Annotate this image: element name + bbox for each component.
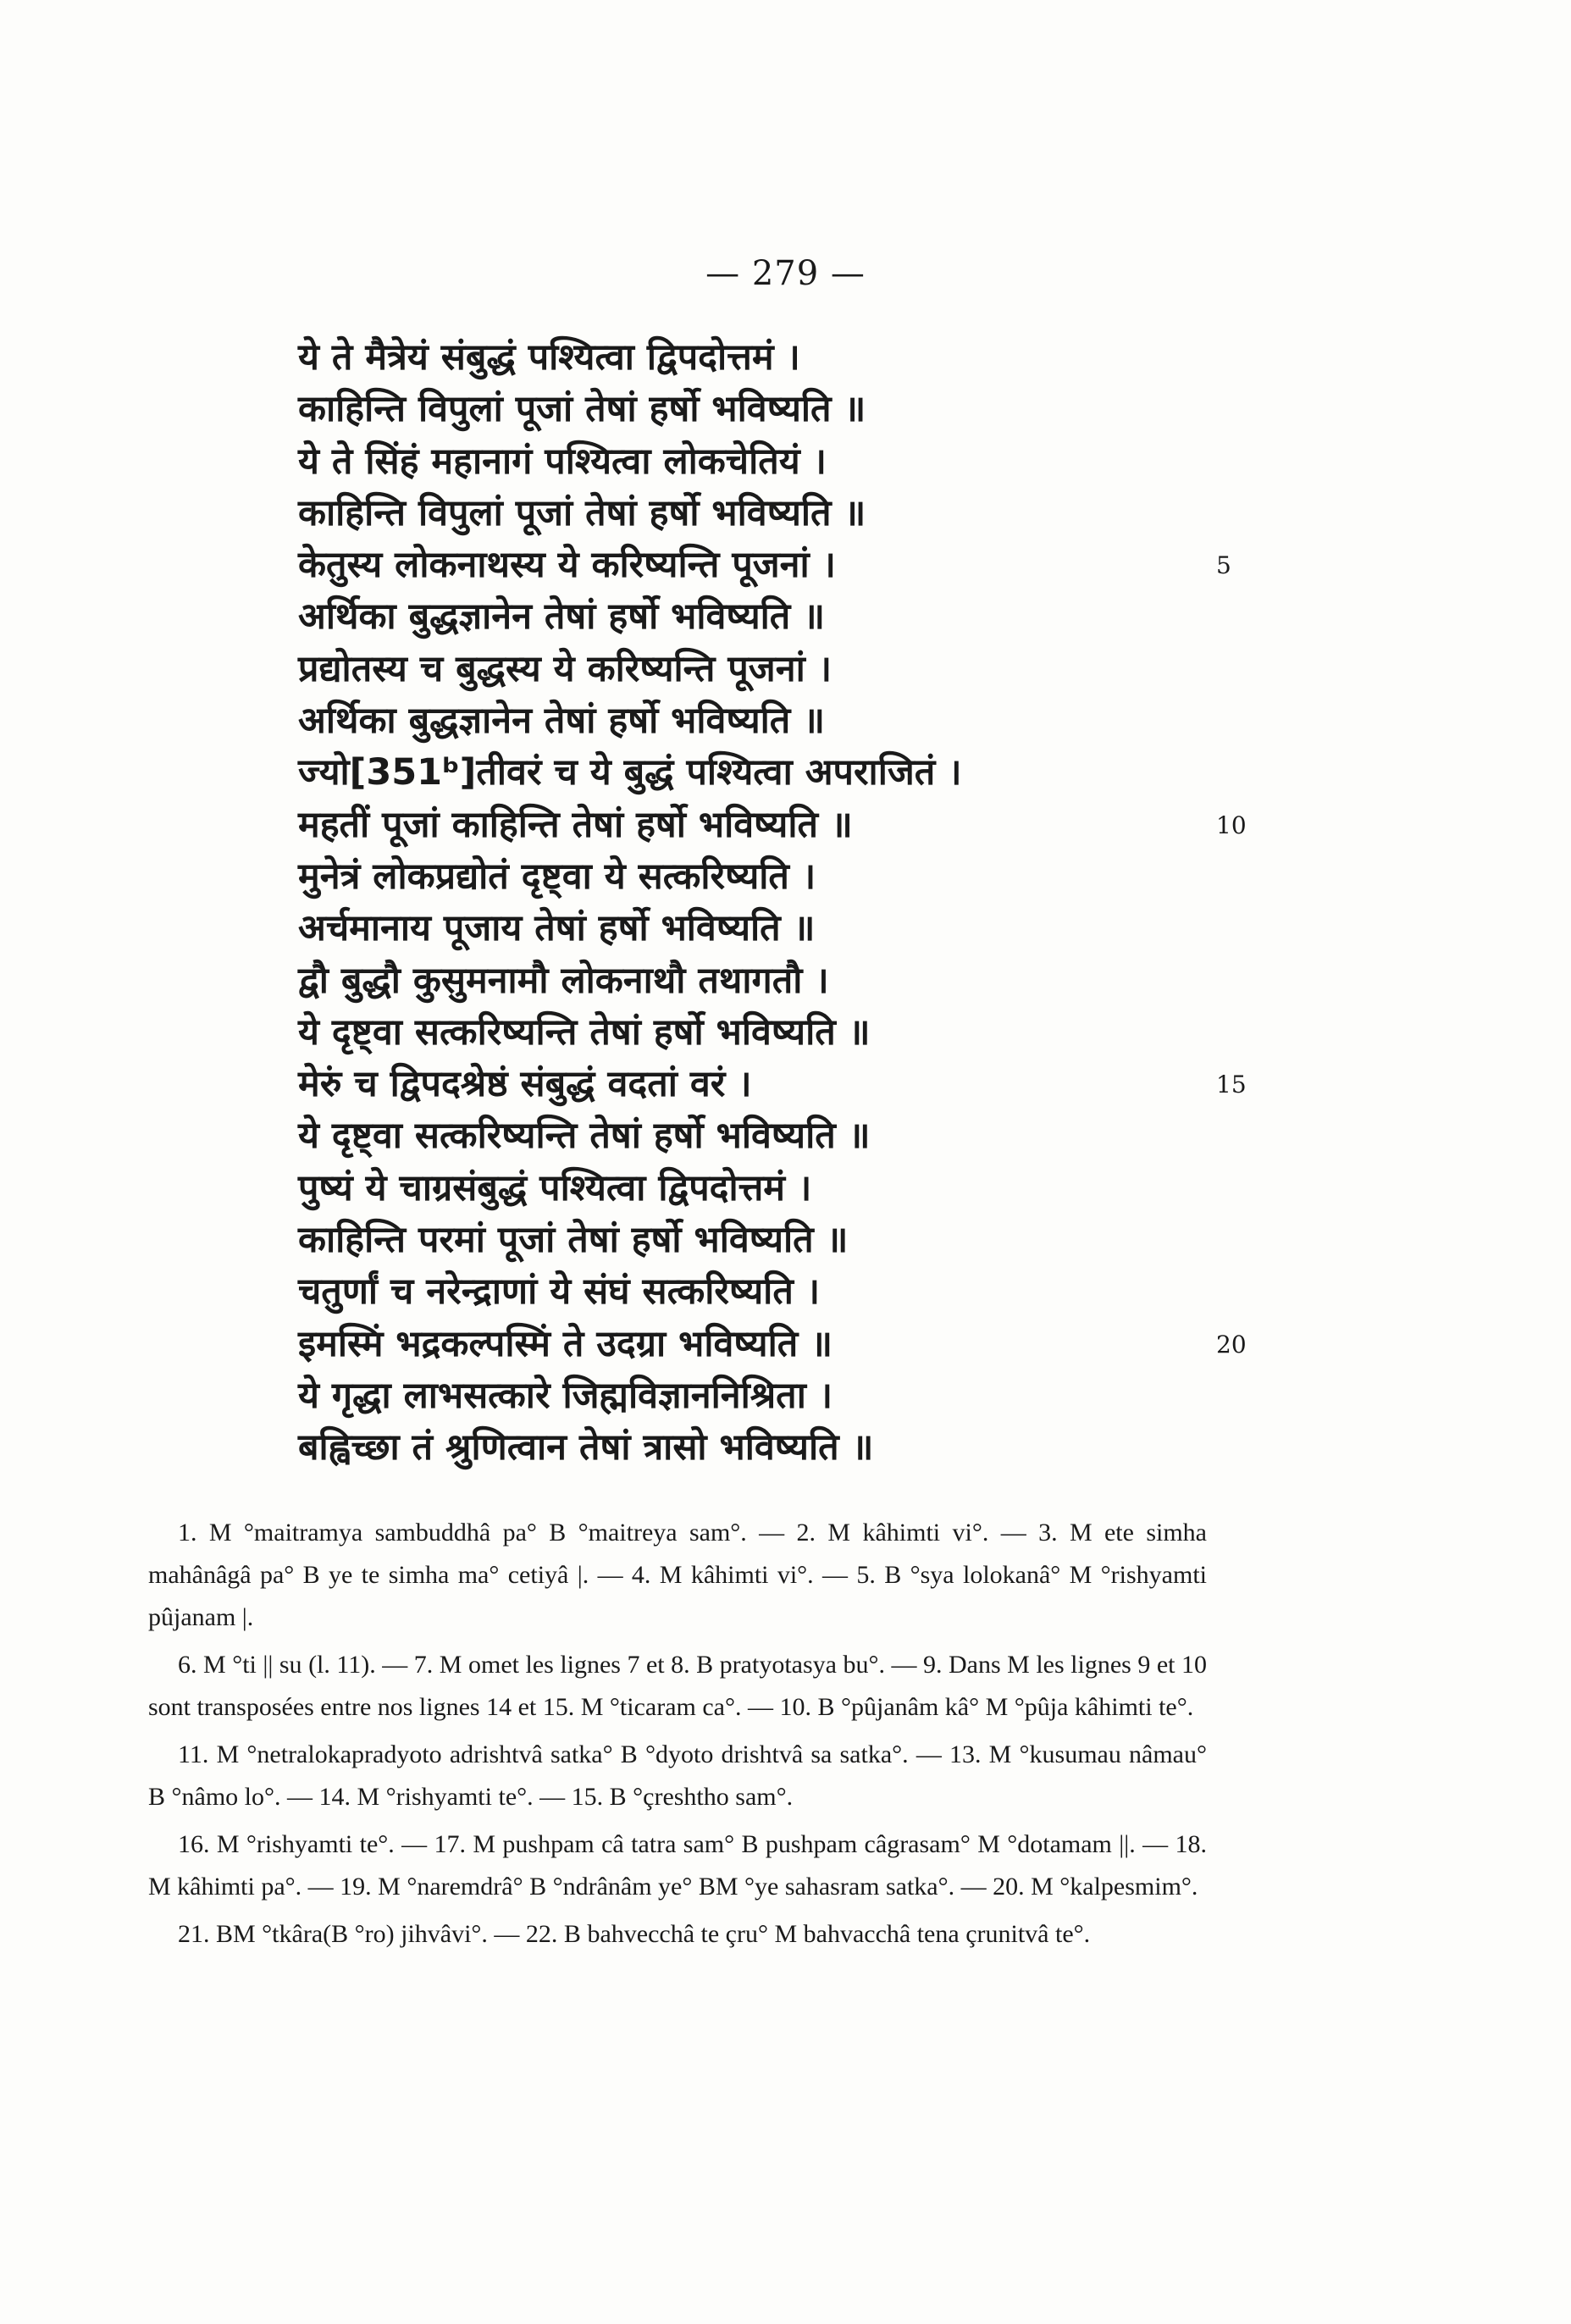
- verse-text: ये दृष्ट्वा सत्करिष्यन्ति तेषां हर्षो भविष्यति ॥: [298, 1115, 871, 1158]
- verse-text: द्वौ बुद्धौ कुसुमनामौ लोकनाथौ तथागतौ ।: [298, 959, 829, 1002]
- verse-text: अर्थिका बुद्धज्ञानेन तेषां हर्षो भविष्यति ॥: [298, 595, 826, 639]
- verse-text: ये ते मैत्रेयं संबुद्धं पश्यित्वा द्विपदोत्तमं ।: [298, 336, 800, 379]
- footnote: 21. BM °tkâra(B °ro) jihvâvi°. — 22. B bahvecchâ te çru° M bahvacchâ tena çrunitvâ te°.: [178, 1920, 1091, 1948]
- verse-line: [298, 695, 1272, 747]
- verse-text: ये गृद्धा लाभसत्कारे जिह्मविज्ञाननिश्रिता ।: [298, 1374, 833, 1417]
- footnote: 1. M °maitramya sambuddhâ pa° B °maitreya sam°. — 2. M kâhimti vi°. — 3. M ete simha mahânâgâ pa° B ye te simha ma° cetiyâ |. — 4. M kâhimti vi°. — 5. B °sya lolokanâ° M °rishyamti pûjanam |.: [148, 1519, 1207, 1631]
- verse-text: ये दृष्ट्वा सत्करिष्यन्ति तेषां हर्षो भविष्यति ॥: [298, 1010, 871, 1054]
- footnote: 11. M °netralokapradyoto adrishtvâ satka° B °dyoto drishtvâ sa satka°. — 13. M °kusumau nâmau° B °nâmo lo°. — 14. M °rishyamti te°. — 15. B °çreshtho sam°.: [148, 1740, 1207, 1811]
- verse-text: बह्विच्छा तं श्रुणित्वान तेषां त्रासो भविष्यति ॥: [298, 1426, 874, 1469]
- line-number: 15: [1216, 1071, 1247, 1099]
- verse-line: [298, 488, 1272, 540]
- verse-line: [298, 332, 1272, 384]
- line-number: 5: [1216, 551, 1231, 580]
- verse-line: [298, 903, 1272, 955]
- footnote: 6. M °ti || su (l. 11). — 7. M omet les lignes 7 et 8. B pratyotasya bu°. — 9. Dans M les lignes 9 et 10 sont transposées entre nos lignes 14 et 15. M °ticaram ca°. — 10. B °pûjanâm kâ° M °pûja kâhimti te°.: [148, 1651, 1207, 1721]
- verse-line: [298, 747, 1272, 799]
- verse-line: [298, 1422, 1272, 1474]
- verse-text: काहिन्ति परमां पूजां तेषां हर्षो भविष्यति ॥: [298, 1219, 849, 1262]
- verse-line: [298, 1266, 1272, 1318]
- verse-line: [298, 1370, 1272, 1422]
- verse-text: काहिन्ति विपुलां पूजां तेषां हर्षो भविष्यति ॥: [298, 388, 866, 431]
- verse-line: [298, 644, 1272, 695]
- verse-text: चतुर्णां च नरेन्द्राणां ये संघं सत्करिष्यति ।: [298, 1270, 821, 1314]
- verse-line: [298, 1319, 1272, 1370]
- verse-text: प्रद्योतस्य च बुद्धस्य ये करिष्यन्ति पूजनां ।: [298, 647, 832, 690]
- line-number: 20: [1216, 1330, 1247, 1358]
- verse-text: मुनेत्रं लोकप्रद्योतं दृष्ट्वा ये सत्करिष्यति ।: [298, 855, 816, 898]
- verse-text: महतीं पूजां काहिन्ति तेषां हर्षो भविष्यति ॥: [298, 803, 853, 846]
- verse-text: मेरुं च द्विपदश्रेष्ठं संबुद्धं वदतां वरं ।: [298, 1063, 752, 1106]
- footnotes-block: [148, 1512, 1207, 1961]
- verse-text: अर्थिका बुद्धज्ञानेन तेषां हर्षो भविष्यति ॥: [298, 700, 826, 743]
- verse-text: केतुस्य लोकनाथस्य ये करिष्यन्ति पूजनां ।: [298, 544, 836, 587]
- verse-line: [298, 1215, 1272, 1266]
- verse-block: [298, 332, 1272, 1475]
- verse-line: [298, 1059, 1272, 1110]
- verse-text: इमस्मिं भद्रकल्पस्मिं ते उदग्रा भविष्यति ॥: [298, 1322, 833, 1365]
- verse-text: पुष्यं ये चाग्रसंबुद्धं पश्यित्वा द्विपदोत्तमं ।: [298, 1166, 812, 1209]
- verse-line: [298, 540, 1272, 591]
- line-number: 10: [1216, 811, 1247, 839]
- verse-text: अर्चमानाय पूजाय तेषां हर्षो भविष्यति ॥: [298, 907, 816, 950]
- verse-text: ज्यो[351ᵇ]तीवरं च ये बुद्धं पश्यित्वा अपराजितं ।: [298, 751, 962, 794]
- footnote: 16. M °rishyamti te°. — 17. M pushpam câ tatra sam° B pushpam câgrasam° M °dotamam ||. — 18. M kâhimti pa°. — 19. M °naremdrâ° B °ndrânâm ye° BM °ye sahasram satka°. — 20. M °kalpesmim°.: [148, 1830, 1207, 1901]
- verse-line: [298, 384, 1272, 435]
- verse-text: काहिन्ति विपुलां पूजां तेषां हर्षो भविष्यति ॥: [298, 491, 866, 534]
- verse-line: [298, 955, 1272, 1007]
- verse-line: [298, 436, 1272, 488]
- verse-line: [298, 1007, 1272, 1059]
- verse-line: [298, 851, 1272, 903]
- verse-line: [298, 800, 1272, 851]
- verse-line: [298, 1110, 1272, 1162]
- page-number: — 279 —: [705, 254, 866, 293]
- verse-text: ये ते सिंहं महानागं पश्यित्वा लोकचेतियं ।: [298, 440, 827, 483]
- verse-line: [298, 591, 1272, 643]
- verse-line: [298, 1163, 1272, 1215]
